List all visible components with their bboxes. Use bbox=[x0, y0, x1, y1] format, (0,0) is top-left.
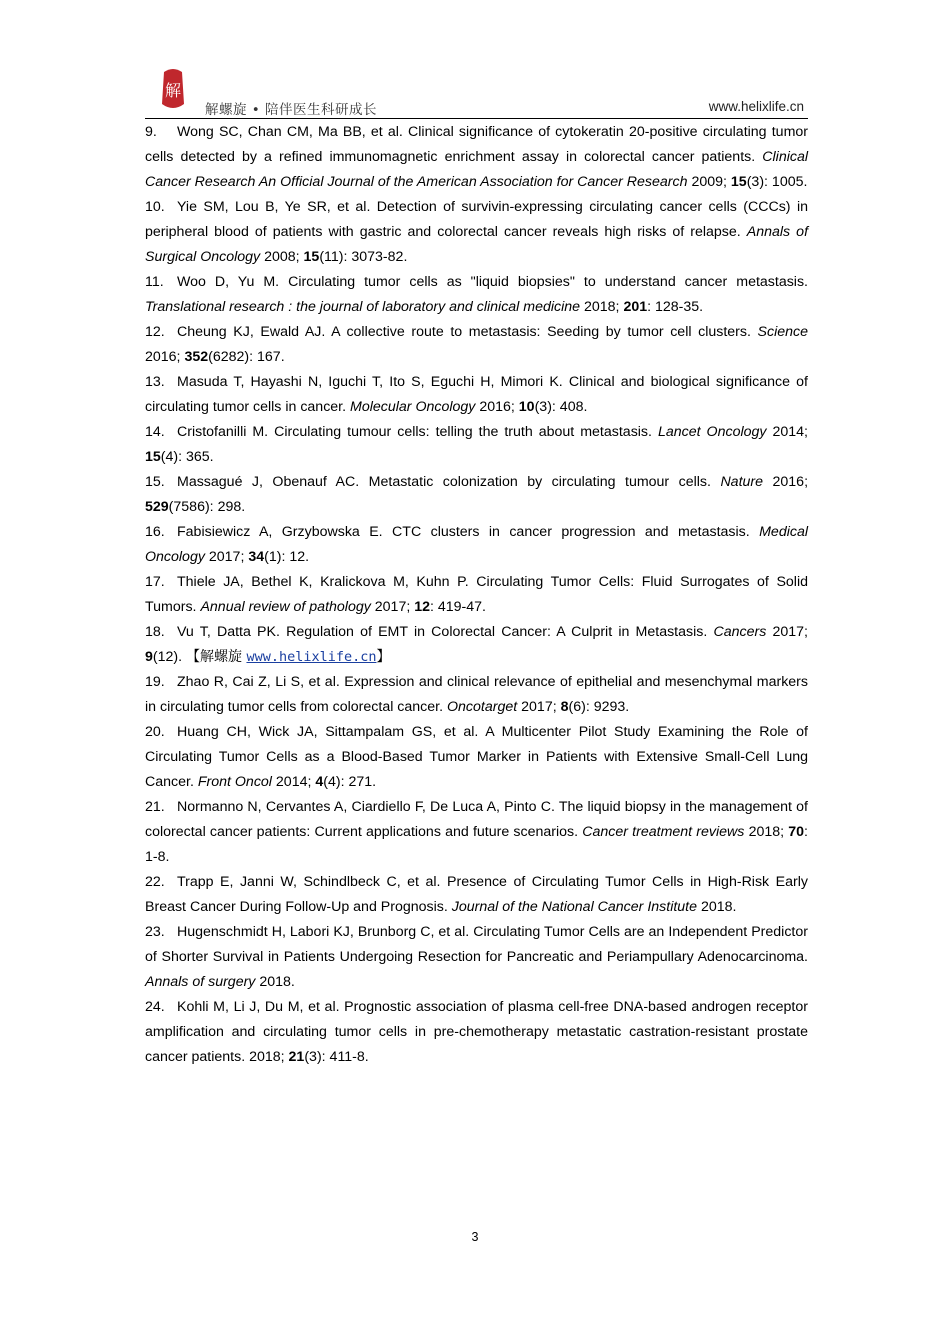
reference-year: 2018. bbox=[697, 899, 737, 915]
reference-pages: (6): 9293. bbox=[568, 699, 630, 715]
reference-item bbox=[145, 420, 808, 470]
page-header bbox=[145, 62, 808, 120]
reference-volume: 70 bbox=[788, 824, 805, 840]
reference-authors-title: Trapp E, Janni W, Schindlbeck C, et al. Presence of Circulating Tumor Cells in High-Risk Early Breast Cancer During Follow-Up and Prognosis. bbox=[145, 874, 808, 915]
reference-item bbox=[145, 995, 808, 1070]
reference-authors-title: Vu T, Datta PK. Regulation of EMT in Colorectal Cancer: A Culprit in Metastasis. bbox=[177, 624, 714, 640]
reference-cn-link[interactable]: www.helixlife.cn bbox=[246, 649, 377, 665]
reference-journal: Annual review of pathology bbox=[200, 599, 371, 615]
reference-volume: 12 bbox=[414, 599, 430, 615]
reference-item bbox=[145, 195, 808, 270]
reference-journal: Annals of surgery bbox=[145, 974, 256, 990]
reference-volume: 15 bbox=[145, 449, 161, 465]
reference-journal: Science bbox=[757, 324, 808, 340]
reference-year: 2016; bbox=[763, 474, 809, 490]
reference-number: 14. bbox=[145, 424, 165, 440]
reference-pages: (11): 3073-82. bbox=[319, 249, 408, 265]
reference-authors-title: Kohli M, Li J, Du M, et al. Prognostic association of plasma cell-free DNA-based androgen receptor amplification and circulating tumor cells in pre-chemotherapy metastatic castration-resistant prostate cancer patients. 2018; bbox=[145, 999, 808, 1065]
reference-item bbox=[145, 870, 808, 920]
reference-authors-title: Normanno N, Cervantes A, Ciardiello F, De Luca A, Pinto C. The liquid biopsy in the management of colorectal cancer patients: Current applications and future scenarios. bbox=[145, 799, 808, 840]
reference-year: 2017; bbox=[370, 599, 415, 615]
reference-year: 2018. bbox=[255, 974, 295, 990]
reference-volume: 8 bbox=[560, 699, 569, 715]
reference-authors-title: Fabisiewicz A, Grzybowska E. CTC clusters in cancer progression and metastasis. bbox=[177, 524, 760, 540]
reference-item bbox=[145, 320, 808, 370]
reference-number: 18. bbox=[145, 624, 165, 640]
reference-pages: : 128-35. bbox=[647, 299, 704, 315]
reference-authors-title: Masuda T, Hayashi N, Iguchi T, Ito S, Eguchi H, Mimori K. Clinical and biological significance of circulating tumor cells in cancer. bbox=[145, 374, 808, 415]
header-divider bbox=[145, 118, 808, 119]
reference-item bbox=[145, 570, 808, 620]
reference-pages: (6282): 167. bbox=[208, 349, 285, 365]
reference-authors-title: Massagué J, Obenauf AC. Metastatic colonization by circulating tumour cells. bbox=[177, 474, 721, 490]
reference-item bbox=[145, 920, 808, 995]
reference-item bbox=[145, 795, 808, 870]
reference-journal: Front Oncol bbox=[197, 774, 272, 790]
reference-number: 17. bbox=[145, 574, 165, 590]
reference-number: 16. bbox=[145, 524, 165, 540]
reference-item bbox=[145, 720, 808, 795]
reference-cn-open: 【解螺旋 bbox=[186, 649, 247, 665]
reference-volume: 34 bbox=[248, 549, 265, 565]
reference-authors-title: Zhao R, Cai Z, Li S, et al. Expression and clinical relevance of epithelial and mesenchymal markers in circulating tumor cells from colorectal cancer. bbox=[145, 674, 808, 715]
reference-volume: 21 bbox=[288, 1049, 305, 1065]
reference-item bbox=[145, 120, 808, 195]
reference-item bbox=[145, 470, 808, 520]
reference-volume: 529 bbox=[145, 499, 169, 515]
reference-pages: (7586): 298. bbox=[168, 499, 246, 515]
reference-year: 2018; bbox=[580, 299, 624, 315]
helixlife-logo-icon bbox=[158, 66, 188, 114]
reference-authors-title: Cheung KJ, Ewald AJ. A collective route to metastasis: Seeding by tumor cell clusters. bbox=[177, 324, 758, 340]
reference-year: 2014; bbox=[766, 424, 808, 440]
reference-pages: : 419-47. bbox=[430, 599, 487, 615]
reference-item bbox=[145, 520, 808, 570]
reference-number: 23. bbox=[145, 924, 165, 940]
reference-pages: (12). bbox=[152, 649, 187, 665]
reference-list bbox=[145, 120, 808, 1070]
reference-number: 21. bbox=[145, 799, 165, 815]
reference-volume: 15 bbox=[303, 249, 320, 265]
reference-volume: 10 bbox=[518, 399, 535, 415]
reference-authors-title: Thiele JA, Bethel K, Kralickova M, Kuhn P. Circulating Tumor Cells: Fluid Surrogates of Solid Tumors. bbox=[145, 574, 808, 615]
page-number: 3 bbox=[471, 1230, 479, 1244]
reference-journal: Cancer treatment reviews bbox=[582, 824, 745, 840]
reference-pages: (4): 271. bbox=[323, 774, 377, 790]
reference-pages: (4): 365. bbox=[160, 449, 214, 465]
reference-pages: (3): 411-8. bbox=[304, 1049, 369, 1065]
reference-year: 2014; bbox=[271, 774, 316, 790]
reference-journal: Annals of Surgical Oncology bbox=[145, 224, 809, 265]
reference-year: 2017; bbox=[204, 549, 249, 565]
reference-journal: Nature bbox=[720, 474, 764, 490]
logo-glyph: 解 bbox=[164, 81, 182, 100]
reference-number: 9. bbox=[145, 124, 157, 140]
reference-authors-title: Hugenschmidt H, Labori KJ, Brunborg C, et al. Circulating Tumor Cells are an Independent Predictor of Shorter Survival in Patients Undergoing Resection for Pancreatic and Periampullary Adenocarcinoma. bbox=[145, 924, 808, 965]
reference-number: 22. bbox=[145, 874, 165, 890]
reference-journal: Journal of the National Cancer Institute bbox=[451, 899, 698, 915]
reference-number: 10. bbox=[145, 199, 165, 215]
reference-year: 2008; bbox=[260, 249, 304, 265]
reference-volume: 201 bbox=[623, 299, 648, 315]
reference-journal: Clinical Cancer Research An Official Journal of the American Association for Cancer Research bbox=[145, 149, 808, 190]
reference-journal: Molecular Oncology bbox=[350, 399, 476, 415]
reference-number: 13. bbox=[145, 374, 165, 390]
reference-year: 2018; bbox=[744, 824, 789, 840]
reference-year: 2016; bbox=[145, 349, 185, 365]
reference-journal: Medical Oncology bbox=[145, 524, 808, 565]
reference-journal: Translational research : the journal of laboratory and clinical medicine bbox=[145, 299, 581, 315]
reference-item bbox=[145, 270, 808, 320]
reference-number: 24. bbox=[145, 999, 165, 1015]
reference-number: 12. bbox=[145, 324, 165, 340]
reference-year: 2009; bbox=[687, 174, 731, 190]
reference-number: 20. bbox=[145, 724, 165, 740]
reference-authors-title: Yie SM, Lou B, Ye SR, et al. Detection of survivin-expressing circulating cancer cells (CCCs) in peripheral blood of patients with gastric and colorectal cancer reveals high risks of relapse. bbox=[145, 199, 808, 240]
reference-authors-title: Woo D, Yu M. Circulating tumor cells as "liquid biopsies" to understand cancer metastasis. bbox=[177, 274, 808, 290]
reference-volume: 4 bbox=[315, 774, 324, 790]
reference-number: 15. bbox=[145, 474, 165, 490]
reference-pages: (3): 1005. bbox=[746, 174, 808, 190]
reference-year: 2017; bbox=[766, 624, 808, 640]
reference-number: 11. bbox=[145, 274, 164, 290]
reference-volume: 9 bbox=[145, 649, 153, 665]
header-slogan: 解螺旋 • 陪伴医生科研成长 bbox=[205, 102, 378, 118]
reference-authors-title: Wong SC, Chan CM, Ma BB, et al. Clinical significance of cytokeratin 20-positive circulating tumor cells detected by a refined immunomagnetic enrichment assay in colorectal cancer patients. bbox=[145, 124, 808, 165]
reference-authors-title: Huang CH, Wick JA, Sittampalam GS, et al. A Multicenter Pilot Study Examining the Role of Circulating Tumor Cells as a Blood-Based Tumor Marker in Patients with Extensive Small-Cell Lung Cancer. bbox=[145, 724, 808, 790]
reference-item bbox=[145, 620, 808, 670]
reference-volume: 15 bbox=[730, 174, 747, 190]
reference-year: 2017; bbox=[517, 699, 561, 715]
reference-journal: Cancers bbox=[713, 624, 767, 640]
reference-number: 19. bbox=[145, 674, 165, 690]
reference-volume: 352 bbox=[184, 349, 209, 365]
reference-pages: : 1-8. bbox=[145, 824, 808, 865]
reference-year: 2016; bbox=[475, 399, 519, 415]
reference-pages: (1): 12. bbox=[264, 549, 310, 565]
header-website[interactable]: www.helixlife.cn bbox=[708, 99, 804, 114]
reference-pages: (3): 408. bbox=[534, 399, 588, 415]
reference-journal: Oncotarget bbox=[447, 699, 518, 715]
reference-authors-title: Cristofanilli M. Circulating tumour cells: telling the truth about metastasis. bbox=[177, 424, 658, 440]
reference-journal: Lancet Oncology bbox=[657, 424, 767, 440]
reference-item bbox=[145, 370, 808, 420]
reference-cn-close: 】 bbox=[376, 649, 391, 665]
reference-item bbox=[145, 670, 808, 720]
